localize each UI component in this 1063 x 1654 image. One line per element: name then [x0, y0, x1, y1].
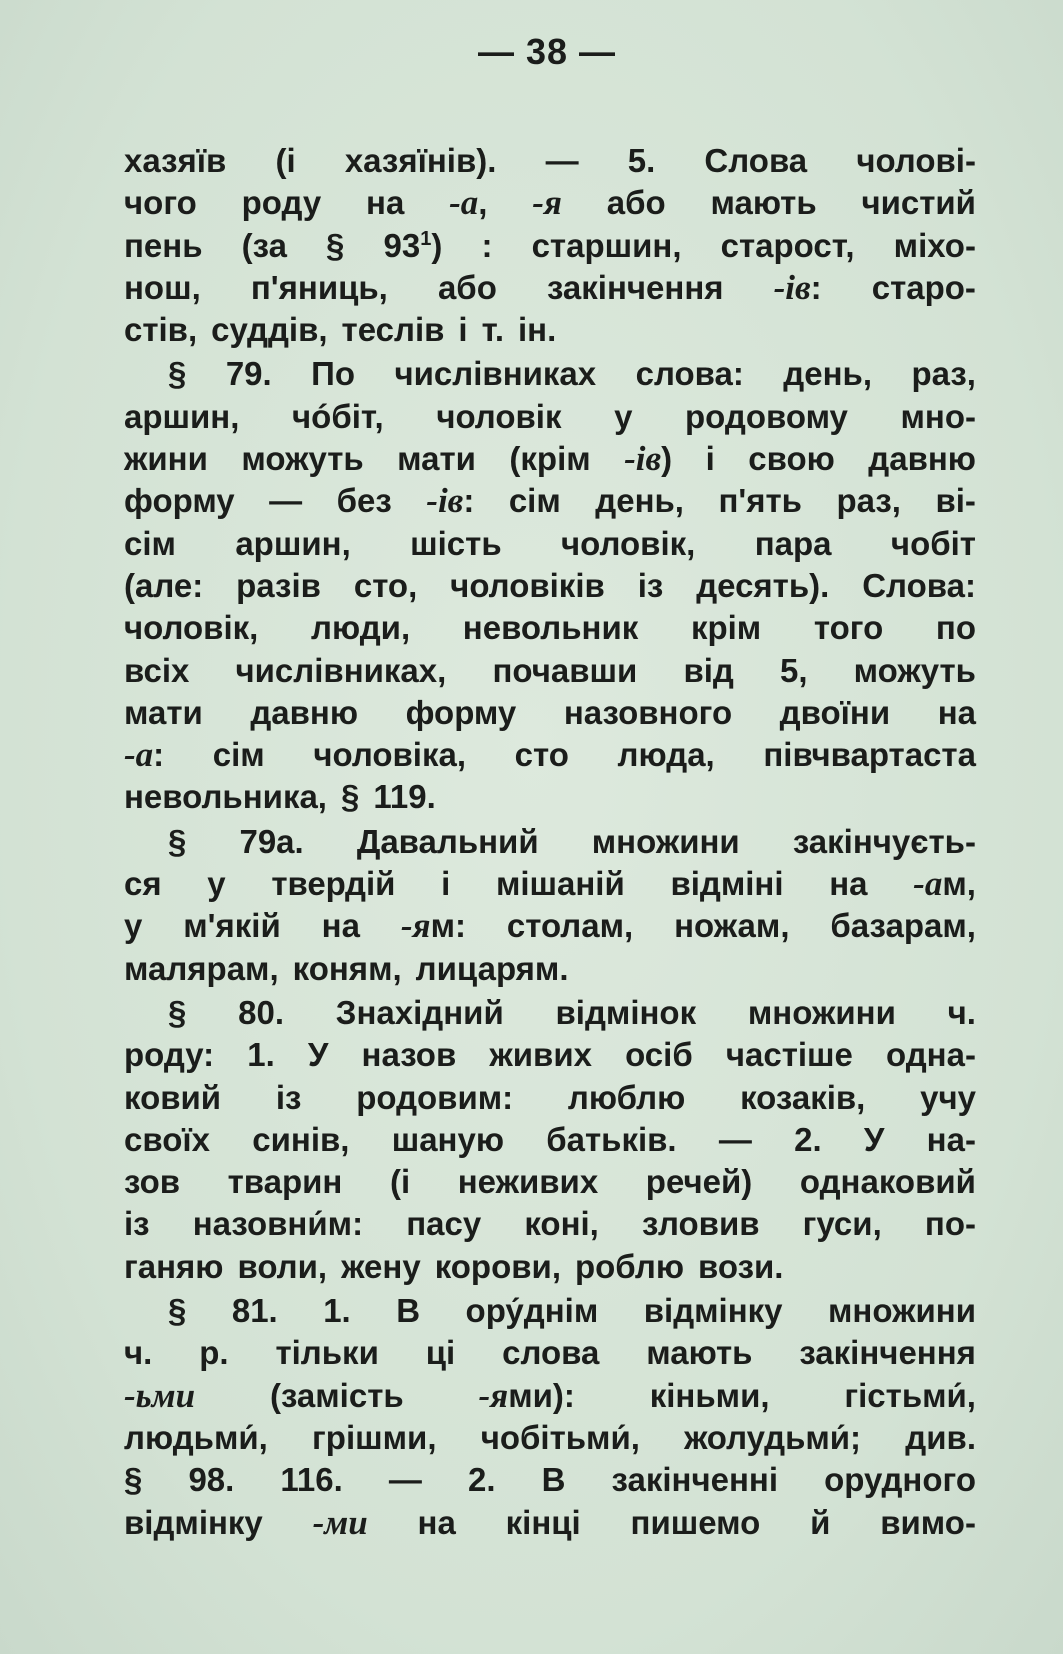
word: свою — [748, 440, 835, 478]
word: твердій — [271, 865, 396, 903]
word: із — [124, 1205, 150, 1243]
word: § — [168, 993, 187, 1031]
word: § — [340, 778, 360, 816]
word: множини — [591, 822, 740, 860]
word: суддів, — [211, 311, 328, 349]
word: 2. — [467, 1461, 496, 1499]
word: -ів: — [426, 481, 475, 521]
word: старост, — [720, 226, 855, 264]
word: однаковий — [799, 1163, 976, 1201]
word: сто, — [353, 566, 418, 604]
word: речей) — [645, 1163, 753, 1201]
word: закінчення — [546, 268, 724, 306]
text-line — [124, 353, 976, 395]
word: живих — [489, 1036, 592, 1074]
word: -я — [532, 183, 562, 223]
text-line — [124, 948, 976, 990]
word: малярам, — [124, 949, 279, 987]
word: § — [124, 1461, 143, 1499]
word: базарам, — [830, 907, 976, 945]
text-line — [124, 863, 976, 905]
word: У — [863, 1120, 885, 1158]
word: грішми, — [312, 1418, 437, 1456]
word: ч. — [124, 1334, 153, 1372]
word: ві- — [935, 482, 976, 520]
word: півчвартаста — [763, 736, 976, 774]
word: відмінку — [643, 1292, 783, 1330]
word: коні, — [524, 1205, 599, 1243]
text-line — [124, 267, 976, 309]
text-line — [124, 140, 976, 182]
word: раз, — [836, 482, 901, 520]
word: Слова — [704, 142, 808, 179]
word: ін. — [518, 311, 557, 349]
word: мішаній — [495, 865, 625, 903]
word: числівниках, — [235, 651, 447, 689]
word: відміні — [670, 865, 784, 903]
word: ганяю — [124, 1247, 224, 1285]
word: почавши — [492, 651, 638, 689]
word: 116. — [280, 1461, 343, 1499]
text-line — [124, 734, 976, 776]
text-line — [124, 396, 976, 438]
word: § — [168, 355, 187, 393]
word: § — [168, 822, 187, 860]
word: давню — [868, 440, 976, 478]
word: -ів) — [624, 439, 673, 479]
word: можуть — [241, 440, 364, 478]
word: по — [935, 609, 976, 647]
word: § — [168, 1292, 187, 1330]
word: жолудьми́; — [684, 1418, 862, 1456]
word: : — [481, 226, 493, 264]
word: -ями): — [478, 1375, 575, 1415]
word: 81. — [231, 1292, 278, 1330]
word: (крім — [509, 440, 591, 478]
word: десять). — [696, 566, 830, 604]
word: В — [396, 1292, 421, 1330]
word: чоловіків — [450, 566, 605, 604]
word: у — [124, 907, 143, 945]
text-line — [124, 650, 976, 692]
word: слова: — [635, 355, 744, 393]
word: -ів: — [773, 267, 822, 307]
text-line — [124, 692, 976, 734]
word: гуси, — [802, 1205, 882, 1243]
text-line — [124, 1375, 976, 1417]
word: у — [614, 397, 633, 435]
text-line — [124, 309, 976, 351]
word: і — [458, 311, 468, 349]
word: закінчення — [799, 1334, 976, 1372]
word: — — [388, 1461, 422, 1499]
word: 98. — [188, 1461, 235, 1499]
text-line — [124, 1332, 976, 1374]
word: або — [437, 268, 497, 306]
word: аршин, — [124, 397, 240, 435]
word: назовного — [563, 693, 733, 731]
text-line — [124, 776, 976, 818]
word: частіше — [725, 1036, 853, 1074]
word: зов — [124, 1163, 181, 1201]
word: -ми — [312, 1502, 368, 1542]
word: Давальний — [356, 822, 539, 860]
word: Знахідний — [335, 993, 504, 1031]
word: 5, — [780, 651, 808, 689]
word: (і — [275, 142, 296, 179]
word: чóбіт, — [292, 397, 384, 435]
word: теслів — [341, 311, 445, 349]
word: на — [937, 693, 976, 731]
word: на — [321, 907, 360, 945]
word: із — [637, 566, 664, 604]
book-page — [124, 24, 976, 1544]
word: шість — [410, 524, 502, 562]
word: двоїни — [779, 693, 891, 731]
word: можуть — [853, 651, 976, 689]
word: -ям: — [400, 906, 466, 946]
word: В — [541, 1461, 566, 1499]
word: роблю — [574, 1247, 685, 1285]
word: ся — [124, 865, 162, 903]
word: людьми́, — [124, 1418, 268, 1456]
word: чобіт — [890, 524, 976, 562]
text-line — [124, 1459, 976, 1501]
word: чоловік, — [561, 524, 696, 562]
word: із — [275, 1078, 302, 1116]
text-line — [124, 905, 976, 947]
word: -а: — [124, 735, 165, 775]
word: люди, — [311, 609, 411, 647]
word: старо- — [871, 268, 976, 306]
text-line — [124, 1203, 976, 1245]
word: — — [269, 482, 303, 520]
text-line — [124, 1077, 976, 1119]
word: хазяїв — [124, 142, 227, 179]
text-line — [124, 821, 976, 863]
word: форму — [124, 482, 235, 520]
word: сім — [508, 482, 561, 520]
word: (замість — [269, 1376, 404, 1414]
word: р. — [199, 1334, 229, 1372]
word: По — [311, 355, 356, 393]
word: люблю — [567, 1078, 686, 1116]
word: форму — [405, 693, 517, 731]
word: чолові- — [856, 142, 976, 179]
word: жини — [124, 440, 208, 478]
word: -ам, — [913, 864, 976, 904]
word: відмінок — [555, 993, 697, 1031]
text-line — [124, 1161, 976, 1203]
word: старшин, — [531, 226, 682, 264]
word: $93^1$) — [383, 226, 443, 264]
text-line — [124, 1119, 976, 1161]
word: ковий — [124, 1078, 222, 1116]
word: Слова: — [862, 566, 976, 604]
word: вози. — [698, 1247, 784, 1285]
word: чистий — [861, 184, 976, 222]
word: мно- — [900, 397, 976, 435]
text-line — [124, 182, 976, 224]
word: (але: — [124, 566, 204, 604]
word: 119. — [373, 778, 436, 816]
word: мати — [124, 693, 203, 731]
word: множини — [828, 1292, 976, 1330]
page-number: — 38 — — [477, 31, 617, 72]
word: у — [207, 865, 226, 903]
word: чого — [124, 184, 197, 222]
word: нош, — [124, 268, 201, 306]
word: міхо- — [893, 226, 976, 264]
word: корови, — [434, 1247, 561, 1285]
word: одна- — [886, 1036, 976, 1074]
word: синів, — [252, 1120, 350, 1158]
word: аршин, — [235, 524, 351, 562]
word: столам, — [506, 907, 634, 945]
word: і — [441, 865, 451, 903]
word: гістьми́, — [844, 1376, 976, 1414]
word: мають — [710, 184, 817, 222]
word: день, — [783, 355, 872, 393]
word: невольника, — [124, 778, 327, 816]
word: пара — [754, 524, 832, 562]
word: відмінку — [124, 1503, 263, 1541]
text-line — [124, 1502, 976, 1544]
word: м'якій — [183, 907, 281, 945]
word: (і — [389, 1163, 411, 1201]
word: п'яниць, — [250, 268, 388, 306]
text-line — [124, 480, 976, 522]
word: учу — [920, 1078, 976, 1116]
body-text — [124, 140, 976, 1544]
word: і — [705, 440, 715, 478]
word: 2. — [794, 1120, 822, 1158]
word: -а, — [449, 183, 488, 223]
text-line — [124, 1034, 976, 1076]
word: назов — [361, 1036, 457, 1074]
word: назовни́м: — [192, 1205, 364, 1243]
word: — — [718, 1120, 752, 1158]
word: воли, — [237, 1247, 328, 1285]
word: всіх — [124, 651, 190, 689]
word: невольник — [462, 609, 639, 647]
word: вимо- — [880, 1503, 976, 1541]
word: на- — [926, 1120, 976, 1158]
word: тільки — [275, 1334, 379, 1372]
word: того — [813, 609, 884, 647]
word: осіб — [625, 1036, 693, 1074]
word: лицарям. — [415, 949, 569, 987]
word: неживих — [457, 1163, 599, 1201]
word: або — [606, 184, 666, 222]
word: — — [545, 142, 579, 179]
word: день, — [595, 482, 684, 520]
word: мають — [646, 1334, 753, 1372]
word: -ьми — [124, 1375, 196, 1415]
word: § — [326, 226, 345, 264]
word: кіньми, — [649, 1376, 770, 1414]
word: кінці — [505, 1503, 581, 1541]
word: ножам, — [674, 907, 790, 945]
word: мати — [397, 440, 476, 478]
text-line — [124, 1246, 976, 1288]
word: стів, — [124, 311, 198, 349]
word: чобітьми́, — [480, 1418, 640, 1456]
word: слова — [502, 1334, 600, 1372]
word: 5. — [627, 142, 656, 179]
word: сім — [124, 524, 176, 562]
word: ці — [425, 1334, 456, 1372]
word: хазяїнів). — [344, 142, 497, 179]
word: пень — [124, 226, 203, 264]
word: тварин — [227, 1163, 343, 1201]
word: 1. — [323, 1292, 351, 1330]
word: раз, — [911, 355, 976, 393]
word: чоловік — [436, 397, 562, 435]
word: роду — [241, 184, 322, 222]
word: ору́днім — [465, 1292, 599, 1330]
word: т. — [481, 311, 505, 349]
word: на — [829, 865, 868, 903]
text-line — [124, 225, 976, 267]
word: жену — [341, 1247, 421, 1285]
word: без — [336, 482, 392, 520]
word: родовим: — [356, 1078, 514, 1116]
word: люда, — [617, 736, 715, 774]
word: на — [417, 1503, 456, 1541]
word: пишемо — [630, 1503, 761, 1541]
word: множини — [747, 993, 896, 1031]
word: зловив — [642, 1205, 760, 1243]
word: давню — [250, 693, 359, 731]
word: батьків. — [546, 1120, 677, 1158]
word: 80. — [238, 993, 285, 1031]
word: закінчуєть- — [792, 822, 976, 860]
text-line — [124, 523, 976, 565]
word: й — [810, 1503, 831, 1541]
word: своїх — [124, 1120, 210, 1158]
word: закінченні — [611, 1461, 778, 1499]
word: 79а. — [239, 822, 304, 860]
word: 1. — [247, 1036, 275, 1074]
word: числівниках — [394, 355, 597, 393]
word: У — [307, 1036, 329, 1074]
word: (за — [241, 226, 287, 264]
word: разів — [236, 566, 321, 604]
word: родовому — [685, 397, 848, 435]
word: п'ять — [718, 482, 802, 520]
word: чоловіка, — [313, 736, 467, 774]
word: на — [366, 184, 405, 222]
word: пасу — [406, 1205, 482, 1243]
text-line — [124, 607, 976, 649]
word: роду: — [124, 1036, 215, 1074]
word: від — [683, 651, 734, 689]
word: по- — [924, 1205, 976, 1243]
word: коням, — [292, 949, 402, 987]
word: чоловік, — [124, 609, 259, 647]
word: сім — [212, 736, 265, 774]
word: ч. — [947, 993, 976, 1031]
word: орудного — [824, 1461, 976, 1499]
word: сто — [514, 736, 569, 774]
word: козаків, — [740, 1078, 866, 1116]
text-line — [124, 1290, 976, 1332]
text-line — [124, 438, 976, 480]
word: крім — [690, 609, 762, 647]
word: див. — [905, 1418, 976, 1456]
text-line — [124, 1417, 976, 1459]
text-line — [124, 565, 976, 607]
text-line — [124, 992, 976, 1034]
word: шаную — [391, 1120, 505, 1158]
word: 79. — [225, 355, 272, 393]
